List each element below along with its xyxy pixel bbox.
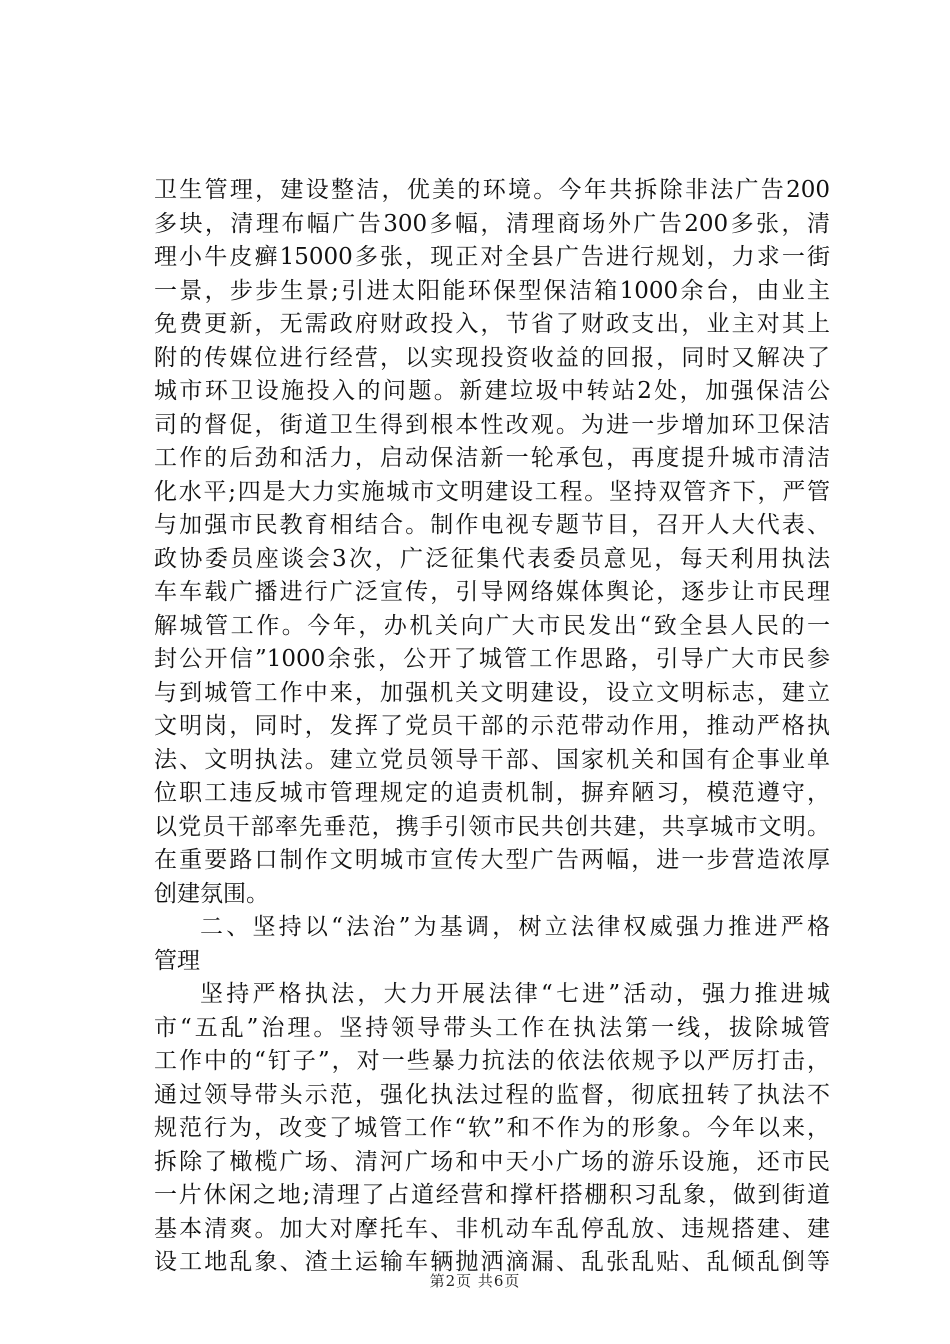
text-line: 基本清爽。加大对摩托车、非机动车乱停乱放、违规搭建、建 [154,1215,830,1242]
text-line: 在重要路口制作文明城市宣传大型广告两幅，进一步营造浓厚 [154,847,830,873]
text-line: 一片休闲之地;清理了占道经营和撑杆搭棚积习乱象，做到街道 [154,1182,830,1208]
text-line: 通过领导带头示范，强化执法过程的监督，彻底扭转了执法不 [154,1081,830,1108]
text-line: 创建氛围。 [154,880,269,907]
text-line: 城市环卫设施投入的问题。新建垃圾中转站2处，加强保洁公 [154,378,830,404]
text-line: 以党员干部率先垂范，携手引领市民共创共建，共享城市文明。 [154,813,830,840]
text-line: 解城管工作。今年，办机关向广大市民发出“致全县人民的一 [154,612,830,639]
text-line: 司的督促，街道卫生得到根本性改观。为进一步增加环卫保洁 [154,411,830,438]
text-line: 与加强市民教育相结合。制作电视专题节目，召开人大代表、 [154,512,830,538]
text-line: 与到城管工作中来，加强机关文明建设，设立文明标志，建立 [154,679,830,706]
section-heading-line: 二、坚持以“法治”为基调，树立法律权威强力推进严格 [200,914,830,940]
text-line: 文明岗，同时，发挥了党员干部的示范带动作用，推动严格执 [154,713,830,739]
text-line: 政协委员座谈会3次，广泛征集代表委员意见，每天利用执法 [154,545,830,572]
text-line: 规范行为，改变了城管工作“软”和不作为的形象。今年以来， [154,1115,830,1141]
text-line: 理小牛皮癣15000多张，现正对全县广告进行规划，力求一街 [154,244,830,270]
body-text [154,174,830,1280]
text-line: 拆除了橄榄广场、清河广场和中天小广场的游乐设施，还市民 [154,1148,830,1175]
text-line: 法、文明执法。建立党员领导干部、国家机关和国有企事业单 [154,746,830,773]
text-line: 免费更新，无需政府财政投入，节省了财政支出，业主对其上 [154,311,830,337]
text-line: 位职工违反城市管理规定的追责机制，摒弃陋习，模范遵守， [154,780,830,806]
text-line: 坚持严格执法，大力开展法律“七进”活动，强力推进城 [200,981,830,1007]
text-line: 化水平;四是大力实施城市文明建设工程。坚持双管齐下，严管 [154,478,830,505]
text-line: 附的传媒位进行经营，以实现投资收益的回报，同时又解决了 [154,344,830,371]
text-line: 车车载广播进行广泛宣传，引导网络媒体舆论，逐步让市民理 [154,579,830,605]
text-line: 市“五乱”治理。坚持领导带头工作在执法第一线，拔除城管 [154,1014,830,1041]
text-line: 一景，步步生景;引进太阳能环保型保洁箱1000余台，由业主 [154,277,830,304]
text-line: 多块，清理布幅广告300多幅，清理商场外广告200多张，清 [154,210,830,237]
text-line: 工作中的“钉子”，对一些暴力抗法的依法依规予以严厉打击， [154,1048,830,1074]
text-line: 设工地乱象、渣土运输车辆抛洒滴漏、乱张乱贴、乱倾乱倒等 [154,1249,830,1275]
section-heading-line: 管理 [154,947,200,974]
text-line: 封公开信”1000余张，公开了城管工作思路，引导广大市民参 [154,646,830,672]
text-line: 卫生管理，建设整洁，优美的环境。今年共拆除非法广告200 [154,177,830,203]
page-number-footer: 第2页 共6页 [429,1272,521,1290]
text-line: 工作的后劲和活力，启动保洁新一轮承包，再度提升城市清洁 [154,445,830,471]
